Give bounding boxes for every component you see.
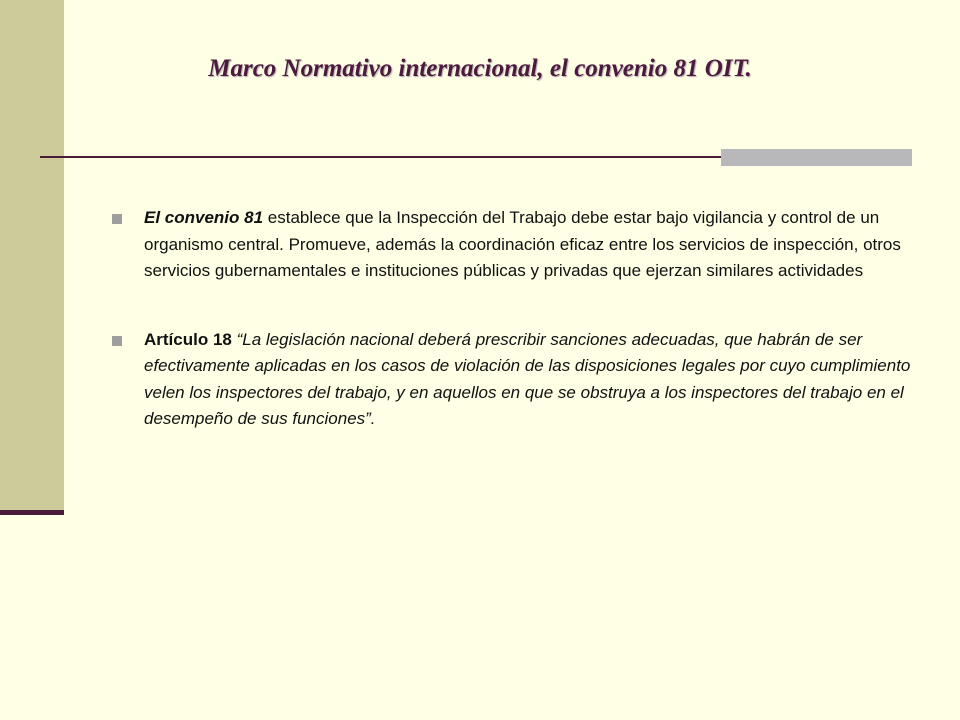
left-bar-base-line (0, 510, 64, 515)
bullet-item-convenio (112, 205, 912, 285)
bullet-lead: Artículo 18 (144, 329, 232, 349)
square-bullet-icon (112, 336, 122, 346)
square-bullet-icon (112, 214, 122, 224)
title-rule-accent (721, 149, 912, 166)
bullet-text: “La legislación nacional deberá prescribir sanciones adecuadas, que habrán de ser efectivamente aplicadas en los casos de violación de las disposiciones legales por cuyo cumplimiento velen los inspectores del trabajo, y en aquellos en que se obstruya a los inspectores del trabajo en el desempeño de sus funciones”. (144, 329, 911, 428)
slide-title: Marco Normativo internacional, el convenio 81 OIT. (208, 55, 752, 82)
bullet-text: establece que la Inspección del Trabajo debe estar bajo vigilancia y control de un organismo central. Promueve, además la coordinación eficaz entre los servicios de inspección, otros servicios gubernamentales e instituciones públicas y privadas que ejerzan similares actividades (144, 208, 901, 280)
bullet-lead: El convenio 81 (144, 208, 264, 227)
bullet-item-articulo (112, 327, 912, 433)
slide-content (112, 205, 912, 433)
